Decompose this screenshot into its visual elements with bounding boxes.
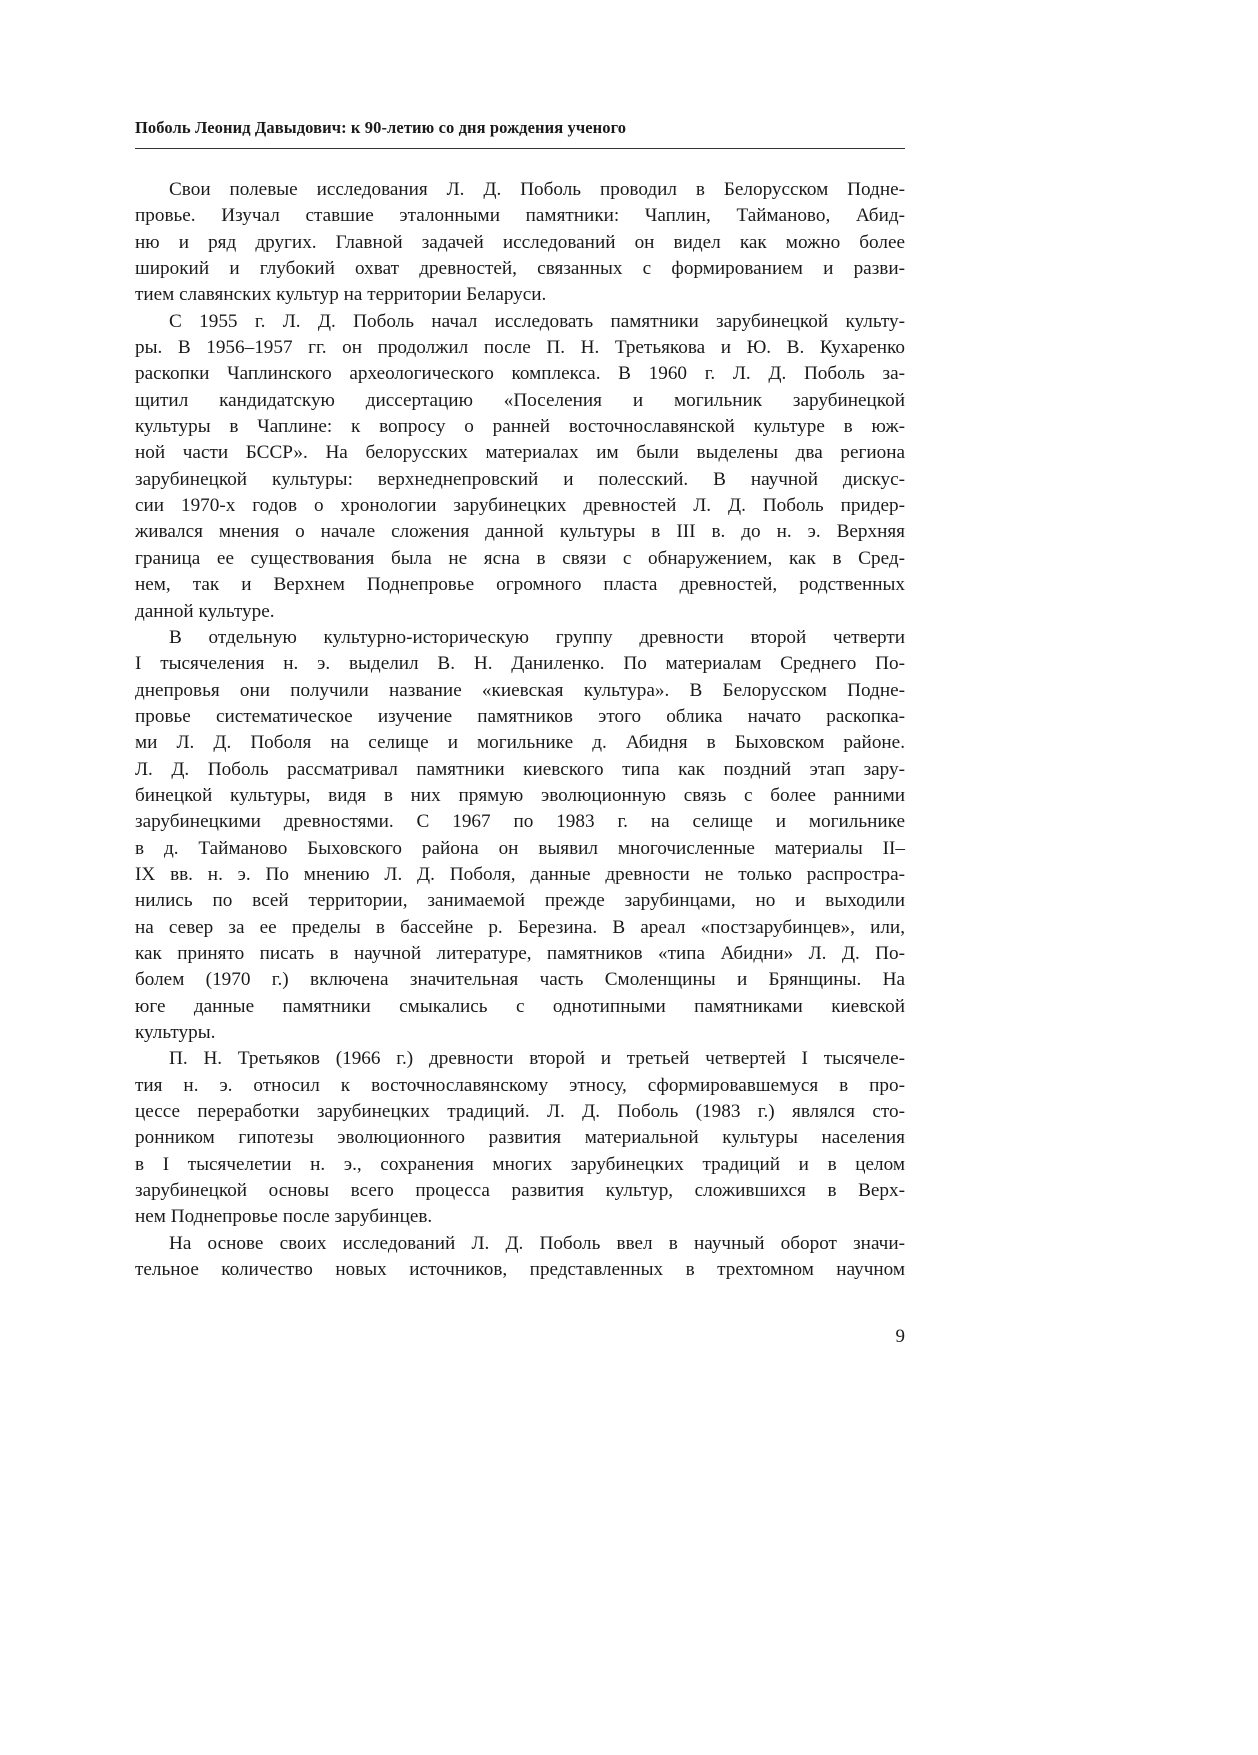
text-line: I тысячеления н. э. выделил В. Н. Даниленко. По материалам Среднего По- (135, 653, 905, 675)
page-number: 9 (895, 1326, 905, 1347)
header-rule (135, 148, 905, 149)
paragraph (135, 1046, 905, 1230)
text-line: ню и ряд других. Главной задачей исследований он видел как можно более (135, 231, 905, 253)
text-line: тием славянских культур на территории Беларуси. (135, 284, 547, 306)
text-line: щитил кандидатскую диссертацию «Поселения и могильник зарубинецкой (135, 389, 905, 411)
text-line: в I тысячелетии н. э., сохранения многих зарубинецких традиций и в целом (135, 1153, 905, 1175)
text-line: широкий и глубокий охват древностей, связанных с формированием и разви- (135, 258, 905, 280)
text-line: сии 1970-х годов о хронологии зарубинецких древностей Л. Д. Поболь придер- (135, 495, 905, 517)
text-line: Свои полевые исследования Л. Д. Поболь проводил в Белорусском Подне- (169, 179, 905, 200)
text-line: цессе переработки зарубинецких традиций. Л. Д. Поболь (1983 г.) являлся сто- (135, 1101, 905, 1123)
text-line: данной культуре. (135, 600, 275, 622)
text-line: граница ее существования была не ясна в связи с обнаружением, как в Сред- (135, 547, 905, 569)
text-line: С 1955 г. Л. Д. Поболь начал исследовать памятники зарубинецкой культу- (169, 310, 905, 332)
paragraph (135, 625, 905, 1047)
text-line: юге данные памятники смыкались с однотипными памятниками киевской (135, 995, 905, 1017)
text-line: зарубинецкими древностями. С 1967 по 1983 г. на селище и могильнике (135, 811, 905, 833)
text-line: тия н. э. относил к восточнославянскому этносу, сформировавшемуся в про- (135, 1074, 905, 1096)
text-line: тельное количество новых источников, представленных в трехтомном научном (135, 1259, 905, 1281)
paragraph (135, 309, 905, 625)
text-line: нем, так и Верхнем Поднепровье огромного пласта древностей, родственных (135, 574, 905, 596)
text-line: в д. Тайманово Быховского района он выявил многочисленные материалы II– (135, 837, 905, 859)
book-page (135, 0, 905, 1755)
text-line: зарубинецкой основы всего процесса развития культур, сложившихся в Верх- (135, 1180, 905, 1202)
text-line: культуры. (135, 1022, 216, 1043)
text-line: нились по всей территории, занимаемой прежде зарубинцами, но и выходили (135, 890, 905, 912)
text-line: ры. В 1956–1957 гг. он продолжил после П. Н. Третьякова и Ю. В. Кухаренко (135, 337, 905, 359)
text-line: ми Л. Д. Поболя на селище и могильнике д. Абидня в Быховском районе. (135, 732, 905, 754)
text-line: как принято писать в научной литературе, памятников «типа Абидни» Л. Д. По- (135, 942, 905, 964)
text-line: болем (1970 г.) включена значительная часть Смоленщины и Брянщины. На (135, 969, 905, 991)
running-head: Поболь Леонид Давыдович: к 90-летию со дня рождения ученого (135, 118, 627, 137)
text-line: IX вв. н. э. По мнению Л. Д. Поболя, данные древности не только распростра- (135, 863, 905, 885)
text-line: провье систематическое изучение памятников этого облика начато раскопка- (135, 705, 905, 727)
paragraph (135, 177, 905, 309)
text-line: Л. Д. Поболь рассматривал памятники киевского типа как поздний этап зару- (135, 758, 905, 780)
text-line: На основе своих исследований Л. Д. Поболь ввел в научный оборот значи- (169, 1232, 905, 1254)
text-line: раскопки Чаплинского археологического комплекса. В 1960 г. Л. Д. Поболь за- (135, 363, 905, 385)
text-line: живался мнения о начале сложения данной культуры в III в. до н. э. Верхняя (135, 521, 905, 543)
body-text (135, 177, 905, 1283)
text-line: П. Н. Третьяков (1966 г.) древности второй и третьей четвертей I тысячеле- (169, 1048, 905, 1070)
text-line: ной части БССР». На белорусских материалах им были выделены два региона (135, 442, 905, 464)
text-line: культуры в Чаплине: к вопросу о ранней восточнославянской культуре в юж- (135, 416, 905, 438)
text-line: бинецкой культуры, видя в них прямую эволюционную связь с более ранними (135, 784, 905, 806)
text-line: провье. Изучал ставшие эталонными памятники: Чаплин, Тайманово, Абид- (135, 205, 905, 227)
text-line: нем Поднепровье после зарубинцев. (135, 1206, 433, 1228)
text-line: днепровья они получили название «киевская культура». В Белорусском Подне- (135, 679, 905, 701)
text-line: зарубинецкой культуры: верхнеднепровский и полесский. В научной дискус- (135, 468, 905, 490)
text-line: ронником гипотезы эволюционного развития материальной культуры населения (135, 1127, 905, 1149)
text-line: на север за ее пределы в бассейне р. Березина. В ареал «постзарубинцев», или, (135, 916, 905, 938)
paragraph (135, 1231, 905, 1284)
text-line: В отдельную культурно-историческую группу древности второй четверти (169, 626, 905, 648)
